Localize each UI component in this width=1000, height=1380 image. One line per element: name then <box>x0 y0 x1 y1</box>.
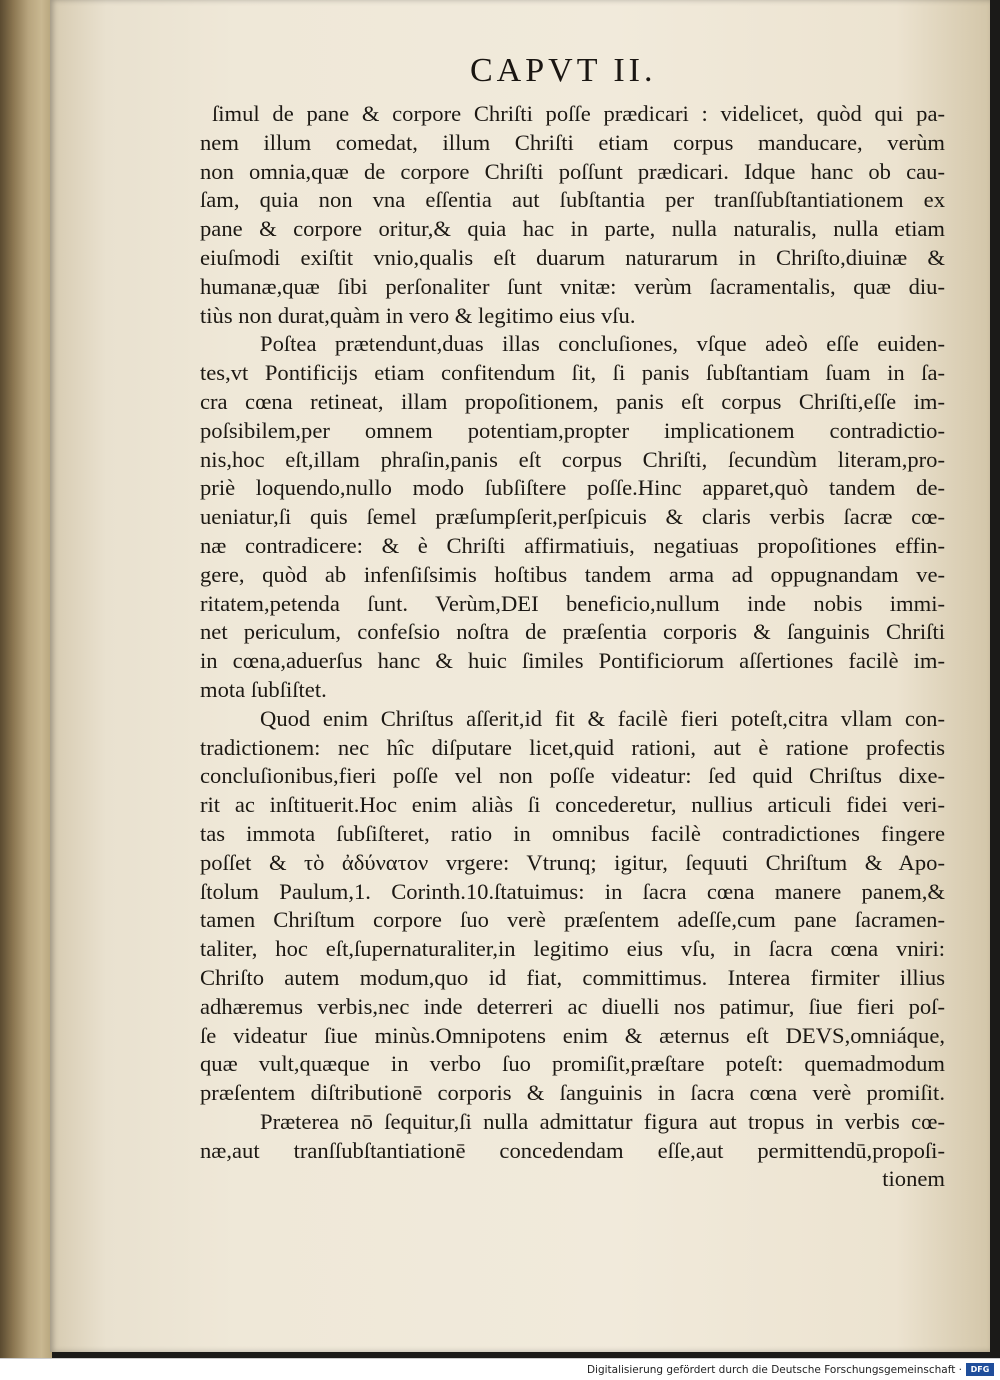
text-line: quæ vult,quæque in verbo ſuo promiſit,præſtare poteſt: quemadmodum <box>200 1051 945 1077</box>
catchword: tionem <box>882 1166 945 1192</box>
text-line: præſentem diſtributionē corporis & ſanguinis in ſacra cœna verè promiſit. <box>200 1080 945 1106</box>
text-line: in cœna,aduerſus hanc & huic ſimiles Pontificiorum aſſertiones facilè im- <box>200 648 945 674</box>
text-line: ritatem,petenda ſunt. Verùm,DEI beneficio,nullum inde nobis immi- <box>200 590 945 616</box>
text-line: gere, quòd ab infenſiſsimis hoſtibus tandem arma ad oppugnandam ve- <box>200 561 945 587</box>
text-line: concluſionibus,fieri poſſe vel non poſſe videatur: ſed quid Chriſtus dixe- <box>200 763 945 789</box>
text-line: nem illum comedat, illum Chriſti etiam corpus manducare, verùm <box>200 129 945 155</box>
text-line: næ,aut tranſſubſtantiationē concedendam eſſe,aut permittendū,propoſi- <box>200 1137 945 1163</box>
text-line: tiùs non durat,quàm in vero & legitimo eius vſu. <box>200 302 636 328</box>
text-line: adhæremus verbis,nec inde deterreri ac diuelli nos patimur, ſiue fieri poſ- <box>200 993 945 1019</box>
text-line: tradictionem: nec hîc diſputare licet,quid rationi, aut è ratione profectis <box>200 734 945 760</box>
text-line: ſam, quia non vna eſſentia aut ſubſtantia per tranſſubſtantiationem ex <box>200 187 945 213</box>
text-line: poſsibilem,per omnem potentiam,propter implicationem contradictio- <box>200 417 945 443</box>
text-line: net periculum, confeſsio noſtra de præſentia corporis & ſanguinis Chriſti <box>200 619 945 645</box>
text-line: tamen Chriſtum corpore ſuo verè præſentem adeſſe,cum pane ſacramen- <box>200 907 945 933</box>
text-line: ſimul de pane & corpore Chriſti poſſe prædicari : videlicet, quòd qui pa- <box>212 101 945 126</box>
book-page-edges <box>0 0 52 1358</box>
funding-credit: Digitalisierung gefördert durch die Deutsche Forschungsgemeinschaft · <box>586 1364 962 1376</box>
text-line: nis,hoc eſt,illam phraſin,panis eſt corpus Chriſti, ſecundùm literam,pro- <box>200 446 945 472</box>
running-head: CAPVT II. <box>470 52 657 89</box>
dfg-logo: DFG <box>966 1363 994 1376</box>
text-line: taliter, hoc eſt,ſupernaturaliter,in legitimo eius vſu, in ſacra cœna vniri: <box>200 936 945 962</box>
text-line: næ contradicere: & è Chriſti affirmatiuis, negatiuas propoſitiones effin- <box>200 532 945 558</box>
text-line: ſtolum Paulum,1. Corinth.10.ſtatuimus: in ſacra cœna manere panem,& <box>200 878 945 904</box>
text-line: cra cœna retineat, illam propoſitionem, panis eſt corpus Chriſti,eſſe im- <box>200 388 945 414</box>
text-line: humanæ,quæ ſibi perſonaliter ſunt vnitæ: verùm ſacramentalis, quæ diu- <box>200 273 945 299</box>
paragraph-start-line: Præterea nō ſequitur,ſi nulla admittatur figura aut tropus in verbis cœ- <box>260 1108 945 1134</box>
paragraph-start-line: Poſtea prætendunt,duas illas concluſiones, vſque adeò eſſe euiden- <box>260 331 945 357</box>
text-line: pane & corpore oritur,& quia hac in parte, nulla naturalis, nulla etiam <box>200 216 945 242</box>
text-line: ſe videatur ſiue minùs.Omnipotens enim & æternus eſt DEVS,omniáque, <box>200 1022 945 1048</box>
text-line: priè loquendo,nullo modo ſubſiſtere poſſe.Hinc apparet,quò tandem de- <box>200 475 945 501</box>
paragraph-start-line: Quod enim Chriſtus aſſerit,id fit & facilè fieri poteſt,citra vllam con- <box>260 705 945 731</box>
page-body-text <box>200 100 945 1194</box>
text-line: non omnia,quæ de corpore Chriſti poſſunt prædicari. Idque hanc ob cau- <box>200 158 945 184</box>
text-line: rit ac inſtituerit.Hoc enim aliàs ſi concederetur, nullius articuli fidei veri- <box>200 792 945 818</box>
text-line: ueniatur,ſi quis ſemel præſumpſerit,perſpicuis & claris verbis ſacræ cœ- <box>200 504 945 530</box>
text-line: Chriſto autem modum,quo id fiat, committimus. Interea firmiter illius <box>200 964 945 990</box>
text-line: tes,vt Pontificijs etiam confitendum ſit, ſi panis ſubſtantiam ſuam in ſa- <box>200 360 945 386</box>
text-line: mota ſubſiſtet. <box>200 676 327 702</box>
text-line: tas immota ſubſiſteret, ratio in omnibus facilè contradictiones fingere <box>200 820 945 846</box>
text-line: eiuſmodi exiſtit vnio,qualis eſt duarum naturarum in Chriſto,diuinæ & <box>200 244 945 270</box>
text-line: poſſet & τὸ ἀδύνατον vrgere: Vtrunq; igitur, ſequuti Chriſtum & Apo- <box>200 849 945 875</box>
footer-bar <box>0 1358 1000 1380</box>
